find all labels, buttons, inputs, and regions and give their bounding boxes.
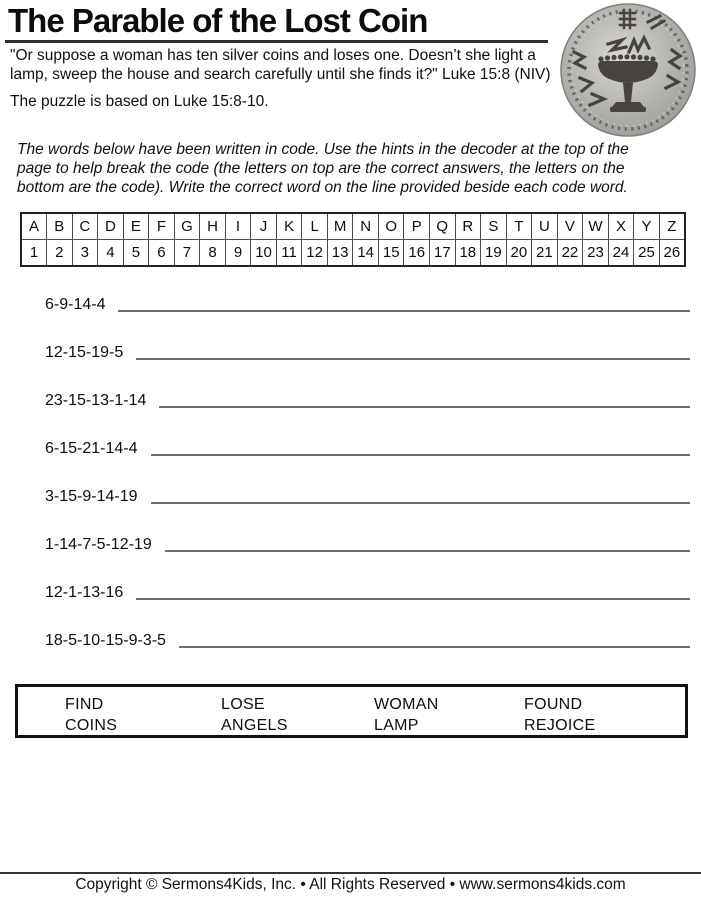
word-bank-column — [221, 694, 374, 736]
decoder-number-cell: 10 — [251, 240, 277, 267]
word-bank-word: WOMAN — [374, 696, 439, 713]
decoder-letter-cell: I — [225, 213, 251, 240]
puzzle-instructions: The words below have been written in code. Use the hints in the decoder at the top of the page to help break the code (the letters on top are the correct answers, the letters on the bottom are the code). Write the correct word on the line provided beside each code word. — [17, 141, 629, 196]
decoder-letter-cell: J — [251, 213, 277, 240]
decoder-number-cell: 23 — [583, 240, 609, 267]
decoder-number-cell: 17 — [430, 240, 456, 267]
word-bank-column — [524, 694, 685, 736]
word-bank-word: ANGELS — [221, 717, 288, 734]
answer-line[interactable] — [136, 358, 690, 360]
decoder-letter-cell: W — [583, 213, 609, 240]
decoder-letter-cell: L — [302, 213, 328, 240]
decoder-letter-cell: X — [608, 213, 634, 240]
scripture-quote: "Or suppose a woman has ten silver coins and loses one. Doesn’t she light a lamp, sweep the house and search carefully until she finds it?" Luke 15:8 (NIV) — [10, 47, 551, 83]
answer-line[interactable] — [136, 598, 690, 600]
decoder-table — [20, 212, 686, 267]
decoder-number-cell: 24 — [608, 240, 634, 267]
decoder-letter-cell: M — [327, 213, 353, 240]
decoder-number-cell: 14 — [353, 240, 379, 267]
code-word-row — [45, 362, 690, 410]
answer-line[interactable] — [179, 646, 690, 648]
answer-line[interactable] — [151, 502, 691, 504]
coin-image — [556, 0, 701, 142]
decoder-number-cell: 20 — [506, 240, 532, 267]
decoder-number-cell: 4 — [98, 240, 124, 267]
code-word-row — [45, 554, 690, 602]
answer-line[interactable] — [118, 310, 690, 312]
decoder-letter-cell: G — [174, 213, 200, 240]
decoder-number-row — [21, 240, 685, 267]
decoder-number-cell: 11 — [276, 240, 302, 267]
word-bank-column — [374, 694, 524, 736]
code-word-list — [45, 266, 690, 650]
title-underline — [5, 40, 548, 43]
decoder-number-cell: 21 — [532, 240, 558, 267]
decoder-letter-cell: K — [276, 213, 302, 240]
decoder-number-cell: 3 — [72, 240, 98, 267]
decoder-letter-cell: A — [21, 213, 47, 240]
decoder-letter-cell: D — [98, 213, 124, 240]
code-word-row — [45, 602, 690, 650]
word-bank-word: LAMP — [374, 717, 419, 734]
code-word-label: 6-15-21-14-4 — [45, 440, 138, 457]
code-word-label: 18-5-10-15-9-3-5 — [45, 632, 166, 649]
decoder-number-cell: 6 — [149, 240, 175, 267]
code-word-label: 12-1-13-16 — [45, 584, 124, 601]
word-bank-word: LOSE — [221, 696, 265, 713]
footer-divider — [0, 872, 701, 874]
decoder-number-cell: 2 — [47, 240, 73, 267]
decoder-letter-cell: T — [506, 213, 532, 240]
code-word-label: 3-15-9-14-19 — [45, 488, 138, 505]
answer-line[interactable] — [159, 406, 690, 408]
code-word-row — [45, 266, 690, 314]
code-word-row — [45, 410, 690, 458]
word-bank-column — [65, 694, 221, 736]
decoder-letter-cell: B — [47, 213, 73, 240]
decoder-letter-cell: Y — [634, 213, 660, 240]
page-title: The Parable of the Lost Coin — [8, 2, 428, 39]
word-bank-word: COINS — [65, 717, 118, 734]
decoder-letter-cell: P — [404, 213, 430, 240]
answer-line[interactable] — [151, 454, 691, 456]
code-word-label: 12-15-19-5 — [45, 344, 124, 361]
code-word-label: 1-14-7-5-12-19 — [45, 536, 152, 553]
decoder-number-cell: 18 — [455, 240, 481, 267]
decoder-number-cell: 9 — [225, 240, 251, 267]
decoder-letter-cell: C — [72, 213, 98, 240]
answer-line[interactable] — [165, 550, 690, 552]
decoder-letter-cell: Z — [659, 213, 685, 240]
code-word-label: 6-9-14-4 — [45, 296, 106, 313]
decoder-letter-cell: U — [532, 213, 558, 240]
copyright-text: Copyright © Sermons4Kids, Inc. • All Rights Reserved • www.sermons4kids.com — [75, 876, 626, 893]
decoder-letter-row — [21, 213, 685, 240]
code-word-row — [45, 506, 690, 554]
code-word-row — [45, 458, 690, 506]
decoder-number-cell: 1 — [21, 240, 47, 267]
decoder-number-cell: 22 — [557, 240, 583, 267]
decoder-letter-cell: O — [378, 213, 404, 240]
decoder-number-cell: 26 — [659, 240, 685, 267]
decoder-number-cell: 5 — [123, 240, 149, 267]
code-word-label: 23-15-13-1-14 — [45, 392, 147, 409]
decoder-letter-cell: E — [123, 213, 149, 240]
decoder-letter-cell: N — [353, 213, 379, 240]
decoder-number-cell: 7 — [174, 240, 200, 267]
word-bank-word: FIND — [65, 696, 104, 713]
decoder-number-cell: 25 — [634, 240, 660, 267]
decoder-letter-cell: Q — [430, 213, 456, 240]
decoder-letter-cell: H — [200, 213, 226, 240]
decoder-letter-cell: F — [149, 213, 175, 240]
decoder-number-cell: 8 — [200, 240, 226, 267]
decoder-letter-cell: R — [455, 213, 481, 240]
decoder-number-cell: 19 — [481, 240, 507, 267]
decoder-letter-cell: V — [557, 213, 583, 240]
decoder-number-cell: 13 — [327, 240, 353, 267]
code-word-row — [45, 314, 690, 362]
puzzle-basis-note: The puzzle is based on Luke 15:8-10. — [10, 93, 269, 110]
decoder-number-cell: 16 — [404, 240, 430, 267]
decoder-number-cell: 12 — [302, 240, 328, 267]
word-bank-word: REJOICE — [524, 717, 596, 734]
decoder-letter-cell: S — [481, 213, 507, 240]
decoder-number-cell: 15 — [378, 240, 404, 267]
word-bank-word: FOUND — [524, 696, 583, 713]
word-bank — [15, 684, 688, 738]
